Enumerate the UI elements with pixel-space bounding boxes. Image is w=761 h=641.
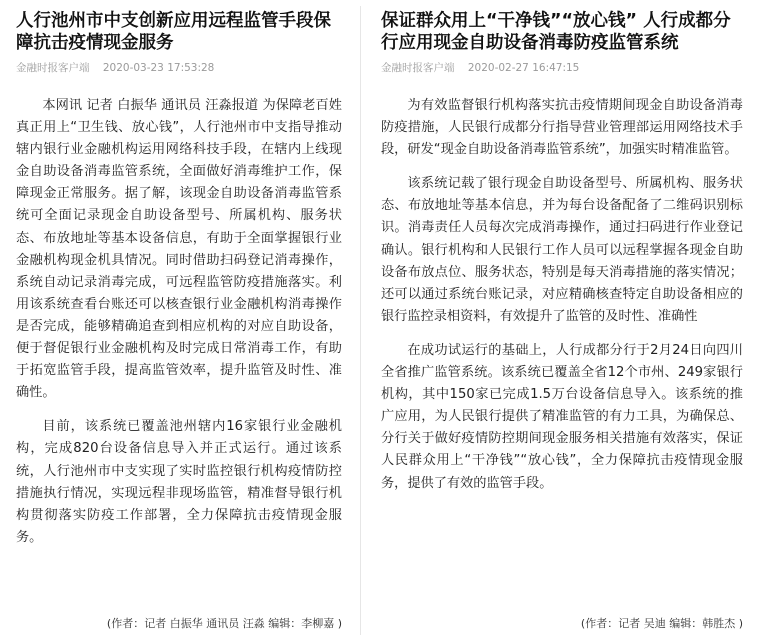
article-paragraph: 本网讯 记者 白振华 通讯员 汪淼报道 为保障老百姓真正用上“卫生钱、放心钱”，人行池州市中支指导推动辖内银行业金融机构运用网络科技手段，在辖内上线现金自助设备消毒监管系统，全面做好消毒维护工作，保障现金正常服务。据了解，该现金自助设备消毒监管系统可全面记录现金自助设备型号、所属机构、服务状态、布放地址等基本设备信息，有助于全面掌握银行业金融机构现金机具情况。同时借助扫码登记消毒操作，系统自动记录消毒完成，可远程监管防疫措施落实。利用该系统查看台账还可以核查银行业金融机构消毒操作是否完成，能够精确追查到相应机构的对应自助设备，便于督促银行业金融机构及时完成日常消毒工作，有助于拓宽监管手段，提高监管效率，提升监管及时性、准确性。 [16,98,342,401]
article-body [381,95,743,495]
article-footer: (作者：记者 白振华 通讯员 汪淼 编辑：李柳嘉 ) [106,617,342,630]
article-meta [16,60,342,75]
article-footer: (作者：记者 吴迪 编辑：韩胜杰 ) [580,617,743,630]
article-source: 金融时报客户端 [381,62,455,74]
article-title: 人行池州市中支创新应用远程监管手段保障抗击疫情现金服务 [16,11,331,53]
article-source: 金融时报客户端 [16,62,90,74]
article-paragraph: 该系统记载了银行现金自助设备型号、所属机构、服务状态、布放地址等基本信息，并为每台设备配备了二维码识别标识。消毒责任人员每次完成消毒操作，通过扫码进行作业登记确认。银行机构和人民银行工作人员可以远程掌握各现金自助设备布放点位、服务状态，特别是每天消毒措施的落实情况；还可以通过系统台账记录，对应精确核查特定自助设备相应的银行监控录相资料，有效提升了监管的及时性、准确性 [381,176,743,324]
article-datetime: 2020-02-27 16:47:15 [467,62,580,74]
article-meta [381,60,743,75]
article-body [16,95,342,549]
article-paragraph: 目前，该系统已覆盖池州辖内16家银行业金融机构，完成820台设备信息导入并正式运行。通过该系统，人行池州市中支实现了实时监控银行机构疫情防控措施执行情况，实现远程非现场监管，精准督导银行机构贯彻落实防疫工作部署，全力保障抗击疫情现金服务。 [16,419,342,545]
article-title: 保证群众用上“干净钱”“放心钱” 人行成都分行应用现金自助设备消毒防疫监管系统 [381,11,731,53]
article-left [0,0,360,641]
article-paragraph: 为有效监督银行机构落实抗击疫情期间现金自助设备消毒防疫措施，人民银行成都分行指导营业管理部运用网络技术手段，研发“现金自助设备消毒监管系统”，加强实时精准监管。 [381,98,743,158]
article-datetime: 2020-03-23 17:53:28 [102,62,215,74]
article-right [361,0,761,641]
article-paragraph: 在成功试运行的基础上，人行成都分行于2月24日向四川全省推广监管系统。该系统已覆盖全省12个市州、249家银行机构，其中150家已完成1.5万台设备信息导入。该系统的推广应用，为人民银行提供了精准监管的有力工具，为确保总、分行关于做好疫情防控期间现金服务相关措施有效落实，保证人民群众用上“干净钱”“放心钱”，全力保障抗击疫情现金服务，提供了有效的监管手段。 [381,342,743,491]
